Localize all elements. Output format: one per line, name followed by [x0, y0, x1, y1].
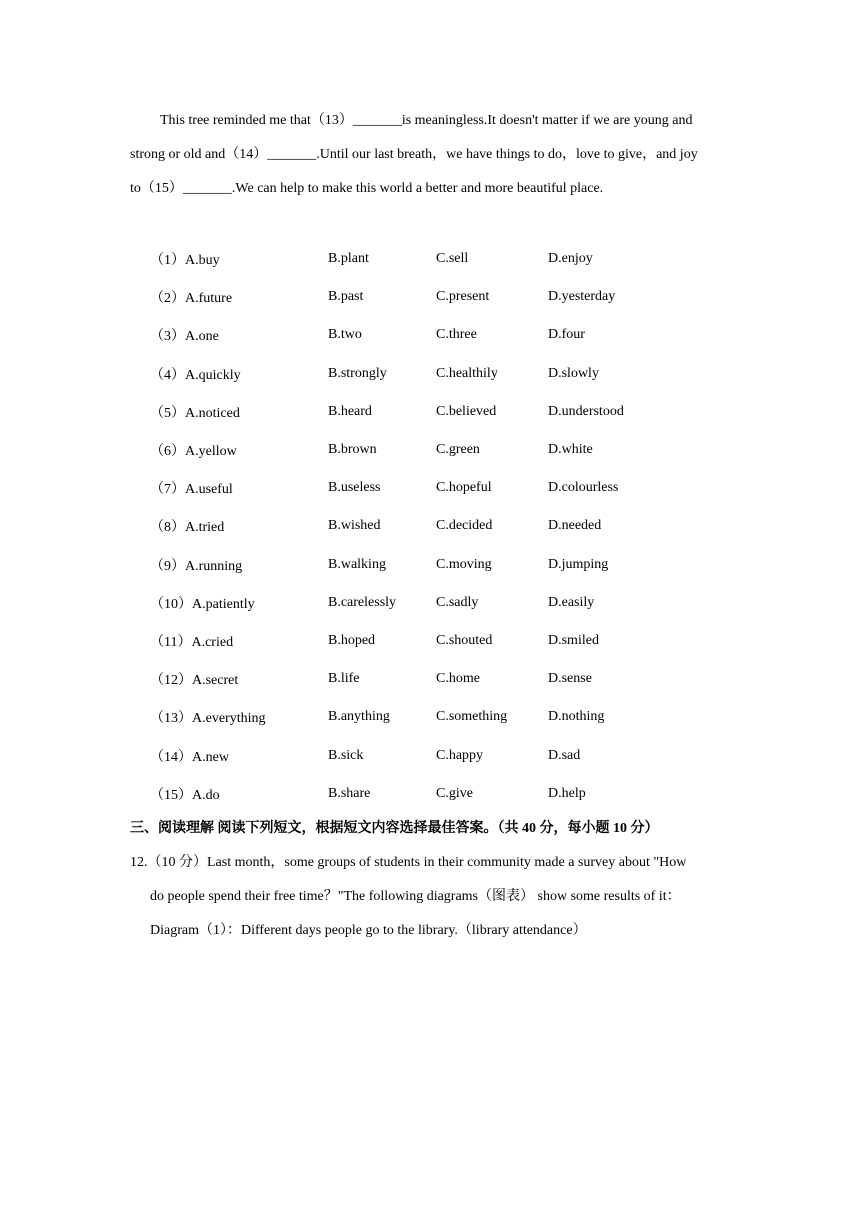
question-12-line-2: do people spend their free time？"The following diagrams（图表） show some results of it：	[150, 889, 681, 904]
option-d: D.white	[548, 442, 593, 458]
option-d: D.needed	[548, 518, 602, 534]
option-a: （5）A.noticed	[150, 405, 240, 421]
passage-paragraph	[130, 104, 735, 206]
option-a: （1）A.buy	[150, 253, 220, 269]
option-a: （9）A.running	[150, 558, 243, 574]
option-c: C.moving	[436, 556, 492, 572]
option-row	[150, 393, 710, 431]
option-c: C.healthily	[436, 365, 498, 381]
option-row	[150, 507, 710, 545]
option-b: B.sick	[328, 747, 364, 763]
option-a: （3）A.one	[150, 329, 219, 345]
passage-line-1: This tree reminded me that（13）_______is meaningless.It doesn't matter if we are young and	[160, 113, 693, 128]
option-c: C.give	[436, 785, 473, 801]
option-b: B.walking	[328, 556, 386, 572]
option-c: C.sell	[436, 251, 469, 267]
option-b: B.anything	[328, 709, 390, 725]
option-a: （13）A.everything	[150, 711, 266, 727]
option-row	[150, 775, 710, 813]
option-a: （4）A.quickly	[150, 367, 241, 383]
option-row	[150, 469, 710, 507]
section-heading: 三、阅读理解 阅读下列短文，根据短文内容选择最佳答案。（共 40 分，每小题 10 分）	[130, 821, 659, 836]
option-b: B.strongly	[328, 365, 387, 381]
option-row	[150, 431, 710, 469]
option-row	[150, 660, 710, 698]
option-row	[150, 316, 710, 354]
option-b: B.carelessly	[328, 594, 397, 610]
option-row	[150, 584, 710, 622]
option-d: D.sad	[548, 747, 581, 763]
option-c: C.green	[436, 442, 480, 458]
option-b: B.life	[328, 671, 360, 687]
option-c: C.three	[436, 327, 477, 343]
option-row	[150, 240, 710, 278]
option-c: C.sadly	[436, 594, 479, 610]
option-c: C.present	[436, 289, 490, 305]
option-c: C.home	[436, 671, 480, 687]
option-b: B.hoped	[328, 632, 376, 648]
option-b: B.brown	[328, 442, 377, 458]
option-b: B.two	[328, 327, 362, 343]
option-row	[150, 698, 710, 736]
option-d: D.enjoy	[548, 251, 593, 267]
option-c: C.hopeful	[436, 480, 492, 496]
passage-line-3: to（15）_______.We can help to make this world a better and more beautiful place.	[130, 181, 604, 196]
option-a: （10）A.patiently	[150, 596, 255, 612]
option-b: B.past	[328, 289, 364, 305]
option-c: C.decided	[436, 518, 493, 534]
option-d: D.help	[548, 785, 586, 801]
option-d: D.sense	[548, 671, 592, 687]
option-c: C.something	[436, 709, 508, 725]
option-d: D.colourless	[548, 480, 619, 496]
option-a: （14）A.new	[150, 749, 229, 765]
passage-line-2: strong or old and（14）_______.Until our last breath，we have things to do，love to give，and joy	[130, 147, 698, 162]
option-row	[150, 736, 710, 774]
option-d: D.understood	[548, 403, 624, 419]
option-a: （12）A.secret	[150, 673, 239, 689]
option-d: D.easily	[548, 594, 595, 610]
question-12	[130, 846, 740, 948]
option-b: B.share	[328, 785, 371, 801]
option-d: D.slowly	[548, 365, 599, 381]
option-a: （2）A.future	[150, 291, 233, 307]
option-row	[150, 355, 710, 393]
option-d: D.smiled	[548, 632, 599, 648]
option-b: B.heard	[328, 403, 372, 419]
option-row	[150, 546, 710, 584]
option-b: B.wished	[328, 518, 381, 534]
question-12-line-1: 12.（10 分）Last month，some groups of students in their community made a survey about "How	[130, 855, 687, 870]
option-a: （6）A.yellow	[150, 444, 237, 460]
option-a: （8）A.tried	[150, 520, 225, 536]
option-c: C.believed	[436, 403, 497, 419]
option-d: D.four	[548, 327, 585, 343]
option-a: （11）A.cried	[150, 634, 234, 650]
option-a: （7）A.useful	[150, 482, 233, 498]
option-d: D.nothing	[548, 709, 605, 725]
option-row	[150, 278, 710, 316]
option-b: B.plant	[328, 251, 369, 267]
option-c: C.happy	[436, 747, 484, 763]
option-d: D.jumping	[548, 556, 609, 572]
options-list	[150, 240, 710, 813]
option-row	[150, 622, 710, 660]
option-b: B.useless	[328, 480, 381, 496]
option-c: C.shouted	[436, 632, 493, 648]
option-a: （15）A.do	[150, 787, 220, 803]
question-12-line-3: Diagram（1）：Different days people go to the library.（library attendance）	[150, 923, 587, 938]
option-d: D.yesterday	[548, 289, 616, 305]
